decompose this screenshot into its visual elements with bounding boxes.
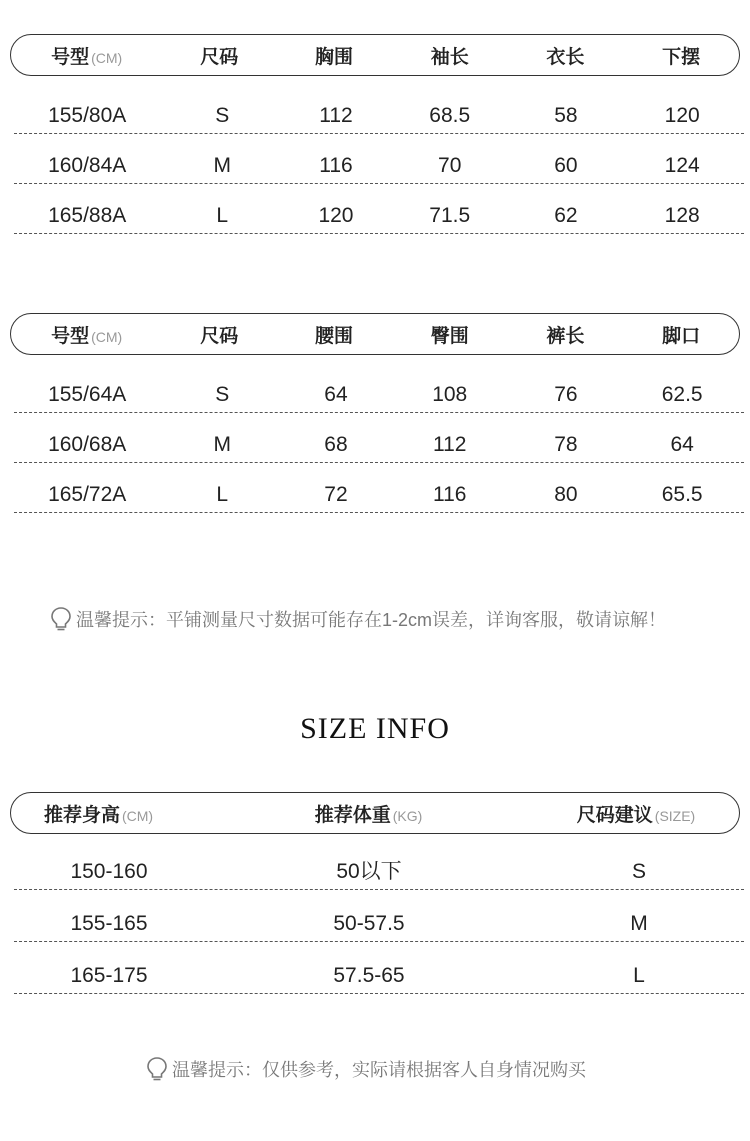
recommend-size-table — [10, 792, 740, 994]
table-cell: 72 — [324, 483, 348, 506]
table-cell: M — [213, 154, 231, 177]
table-cell: 150-160 — [70, 860, 148, 883]
table-cell: 155/64A — [48, 383, 127, 406]
table-cell: 165-175 — [70, 964, 148, 987]
header-cell: 号型 (CM) — [51, 325, 123, 347]
table-cell: 57.5-65 — [333, 964, 405, 987]
table-cell: S — [215, 104, 230, 127]
table-cell: 128 — [664, 204, 700, 227]
table-cell: S — [215, 383, 230, 406]
table-cell: L — [633, 964, 645, 987]
table-cell: 120 — [318, 204, 354, 227]
table-cell: 64 — [324, 383, 348, 406]
table-row — [14, 890, 744, 942]
table-row — [14, 463, 744, 513]
tip-text: 温馨提示：仅供参考，实际请根据客人自身情况购买 — [172, 1060, 586, 1080]
table-cell: 50-57.5 — [333, 912, 405, 935]
table-header — [10, 34, 740, 76]
table-cell: 70 — [438, 154, 462, 177]
header-cell: 袖长 — [430, 46, 469, 68]
header-cell: 裤长 — [546, 325, 585, 347]
size-info-title: SIZE INFO — [300, 712, 450, 745]
table-cell: 155/80A — [48, 104, 127, 127]
table-cell: 112 — [432, 433, 467, 456]
header-cell: 号型 (CM) — [51, 46, 123, 68]
table-cell: 65.5 — [661, 483, 703, 506]
top-size-table — [10, 34, 740, 234]
table-header — [10, 313, 740, 355]
table-row — [14, 184, 744, 234]
table-row — [14, 413, 744, 463]
table-cell: 68 — [324, 433, 348, 456]
table-cell: 155-165 — [70, 912, 148, 935]
table-cell: 78 — [554, 433, 578, 456]
table-cell: 116 — [319, 154, 353, 177]
table-row — [14, 76, 744, 134]
table-header — [10, 792, 740, 834]
header-cell: 下摆 — [662, 46, 701, 68]
table-cell: 120 — [664, 104, 700, 127]
header-cell: 尺码 — [200, 46, 239, 68]
reference-tip — [146, 1056, 586, 1082]
header-cell: 胸围 — [314, 46, 353, 68]
header-cell: 衣长 — [546, 46, 585, 68]
table-cell: L — [216, 483, 229, 506]
lightbulb-icon — [146, 1056, 168, 1082]
table-cell: 112 — [319, 104, 353, 127]
table-cell: 71.5 — [429, 204, 471, 227]
bottom-size-table — [10, 313, 740, 513]
table-cell: L — [216, 204, 229, 227]
table-cell: 116 — [432, 483, 467, 506]
table-cell: 160/84A — [48, 154, 127, 177]
table-cell: 62.5 — [661, 383, 703, 406]
table-cell: 60 — [554, 154, 578, 177]
header-cell: 推荐身高 (CM) — [43, 804, 154, 826]
header-cell: 尺码建议 (SIZE) — [576, 804, 696, 826]
table-cell: 62 — [554, 204, 578, 227]
header-cell: 臀围 — [430, 325, 469, 347]
header-cell: 脚口 — [662, 325, 701, 347]
table-cell: 76 — [554, 383, 578, 406]
table-cell: 108 — [432, 383, 468, 406]
tip-text: 温馨提示：平铺测量尺寸数据可能存在1-2cm误差，详询客服，敬请谅解！ — [76, 610, 667, 630]
table-cell: S — [631, 860, 646, 883]
table-cell: 68.5 — [429, 104, 471, 127]
table-cell: 124 — [664, 154, 700, 177]
table-cell: M — [213, 433, 231, 456]
table-cell: 165/88A — [48, 204, 127, 227]
lightbulb-icon — [50, 606, 72, 632]
table-cell: 80 — [554, 483, 578, 506]
table-cell: 58 — [554, 104, 578, 127]
header-cell: 尺码 — [200, 325, 239, 347]
measurement-tip — [50, 606, 666, 632]
header-cell: 腰围 — [314, 325, 353, 347]
table-row — [14, 134, 744, 184]
table-cell: 160/68A — [48, 433, 127, 456]
table-row — [14, 834, 744, 890]
table-cell: 50以下 — [336, 860, 402, 883]
table-cell: M — [630, 912, 648, 935]
table-row — [14, 355, 744, 413]
header-cell: 推荐体重 (KG) — [314, 804, 423, 826]
table-row — [14, 942, 744, 994]
table-cell: 64 — [670, 433, 694, 456]
table-cell: 165/72A — [48, 483, 127, 506]
